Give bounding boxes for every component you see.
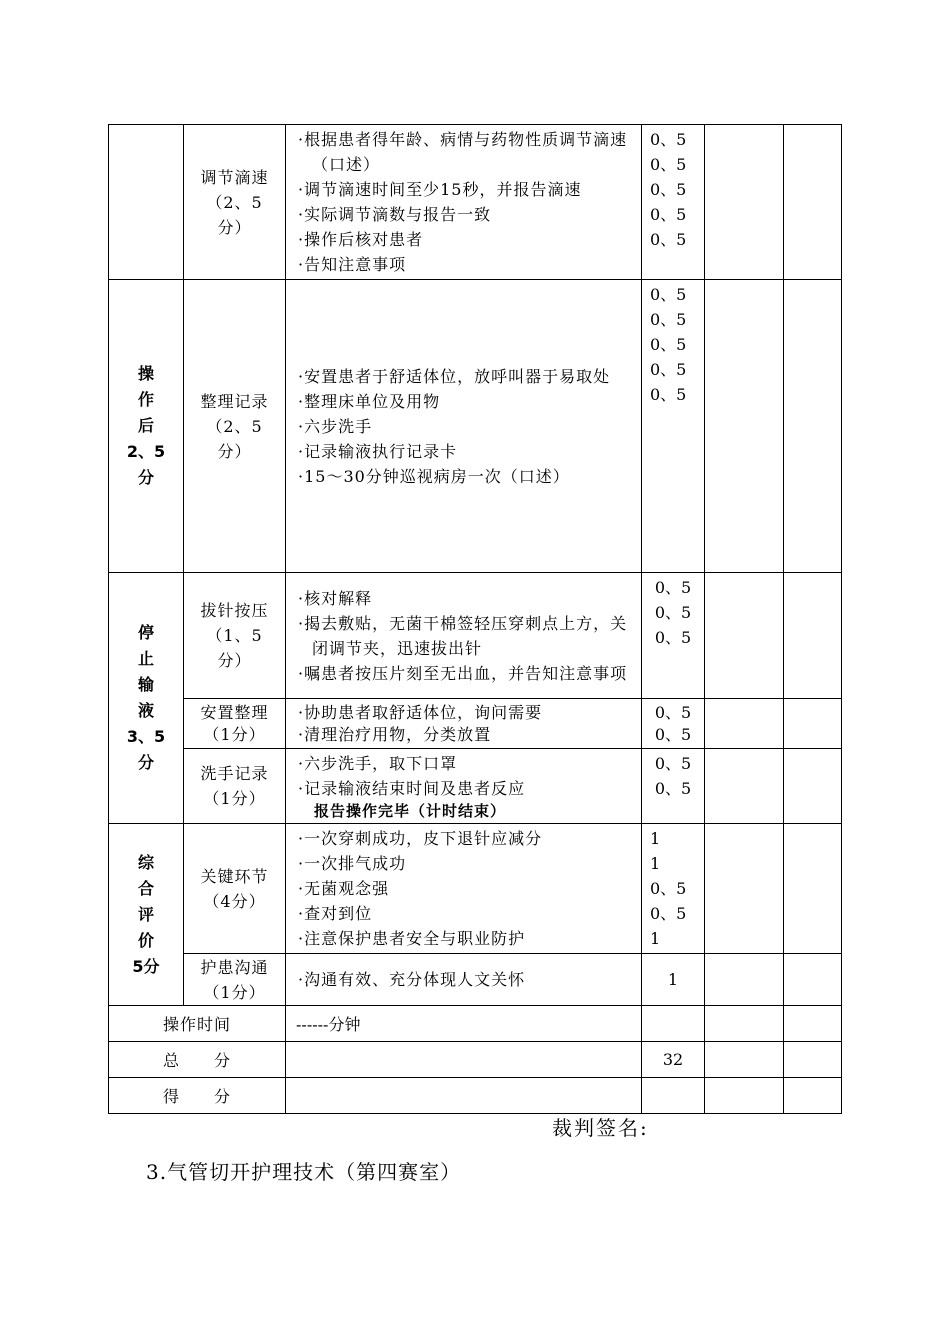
item: ·告知注意事项	[298, 255, 407, 274]
subcategory-communication: 护患沟通 （1分）	[184, 954, 286, 1006]
item: ·六步洗手，取下口罩	[298, 754, 458, 773]
item: ·协助患者取舒适体位，询问需要	[298, 702, 543, 722]
total-value: 32	[642, 1042, 705, 1078]
blank-cell	[705, 824, 784, 954]
category-overall-evaluation: 综 合 评 价 5分	[109, 824, 184, 1006]
item: ·沟通有效、充分体现人文关怀	[298, 970, 526, 989]
section-heading: 3.气管切开护理技术（第四赛室）	[146, 1160, 462, 1184]
row-remove-needle	[109, 573, 842, 699]
blank-cell	[705, 749, 784, 824]
subcategory-key-steps: 关键环节 （4分）	[184, 824, 286, 954]
row-settle-tidy	[109, 699, 842, 749]
score-label: 得 分	[109, 1078, 286, 1114]
blank-cell	[705, 954, 784, 1006]
items-remove-needle	[286, 573, 642, 699]
blank-cell	[705, 280, 784, 573]
scores-wash-record: 0、5 0、5	[642, 749, 705, 824]
item: ·揭去敷贴，无菌干棉签轻压穿刺点上方，关闭调节夹，迅速拔出针	[298, 613, 628, 658]
item: ·调节滴速时间至少15秒，并报告滴速	[298, 180, 582, 199]
item: ·实际调节滴数与报告一致	[298, 205, 492, 224]
item: ·一次排气成功	[298, 854, 407, 873]
row-key-steps	[109, 824, 842, 954]
row-total	[109, 1042, 842, 1078]
item: ·安置患者于舒适体位，放呼叫器于易取处	[298, 366, 611, 386]
item: ·无菌观念强	[298, 879, 390, 898]
category-stop-infusion: 停 止 输 液 3、5 分	[109, 573, 184, 824]
blank-cell[interactable]	[642, 1078, 705, 1114]
operation-time-label: 操作时间	[109, 1006, 286, 1042]
blank-cell	[784, 1078, 842, 1114]
scores-adjust-drip: 0、5 0、5 0、5 0、5 0、5	[642, 125, 705, 280]
items-settle-tidy	[286, 699, 642, 749]
subcategory-tidy-record: 整理记录 （2、5 分）	[184, 280, 286, 573]
row-communication	[109, 954, 842, 1006]
category-post-operation: 操 作 后 2、5 分	[109, 280, 184, 573]
row-score	[109, 1078, 842, 1114]
scores-remove-needle: 0、5 0、5 0、5	[642, 573, 705, 699]
blank-cell	[784, 573, 842, 699]
items-wash-record	[286, 749, 642, 824]
operation-time-value[interactable]: ------分钟	[286, 1006, 642, 1042]
blank-cell	[784, 749, 842, 824]
item: ·操作后核对患者	[298, 230, 424, 249]
category-cell-empty	[109, 125, 184, 280]
blank-cell	[784, 125, 842, 280]
item: ·整理床单位及用物	[298, 391, 441, 411]
items-tidy-record	[286, 280, 642, 573]
scores-tidy-record: 0、5 0、5 0、5 0、5 0、5	[642, 280, 705, 573]
row-adjust-drip	[109, 125, 842, 280]
item: ·六步洗手	[298, 416, 373, 436]
blank-cell	[705, 1006, 784, 1042]
blank-cell	[705, 699, 784, 749]
scores-key-steps: 1 1 0、5 0、5 1	[642, 824, 705, 954]
item: ·核对解释	[298, 588, 373, 608]
scores-communication: 1	[642, 954, 705, 1006]
item: ·根据患者得年龄、病情与药物性质调节滴速（口述）	[298, 130, 628, 174]
subcategory-settle-tidy: 安置整理 （1分）	[184, 699, 286, 749]
blank-cell	[642, 1006, 705, 1042]
item: ·清理治疗用物，分类放置	[298, 724, 492, 744]
item: ·查对到位	[298, 904, 373, 923]
item: ·一次穿刺成功，皮下退针应减分	[298, 829, 543, 848]
item: ·记录输液结束时间及患者反应	[298, 779, 526, 798]
blank-cell	[705, 1042, 784, 1078]
subcategory-remove-needle: 拔针按压 （1、5 分）	[184, 573, 286, 699]
item: ·注意保护患者安全与职业防护	[298, 929, 526, 948]
row-post-operation	[109, 280, 842, 573]
blank-cell	[784, 1042, 842, 1078]
blank-cell	[286, 1042, 642, 1078]
blank-cell	[784, 1006, 842, 1042]
items-adjust-drip	[286, 125, 642, 280]
scoring-table	[108, 124, 842, 1114]
blank-cell[interactable]	[286, 1078, 642, 1114]
blank-cell	[784, 824, 842, 954]
total-label: 总 分	[109, 1042, 286, 1078]
subcategory-adjust-drip: 调节滴速 （2、5 分）	[184, 125, 286, 280]
blank-cell	[705, 1078, 784, 1114]
item: ·记录输液执行记录卡	[298, 441, 458, 461]
blank-cell	[784, 699, 842, 749]
scores-settle-tidy: 0、5 0、5	[642, 699, 705, 749]
blank-cell	[705, 573, 784, 699]
blank-cell	[784, 280, 842, 573]
subcategory-wash-record: 洗手记录 （1分）	[184, 749, 286, 824]
judge-signature: 裁判签名:	[552, 1116, 649, 1140]
row-wash-record	[109, 749, 842, 824]
report-complete-note: 报告操作完毕（计时结束）	[314, 802, 507, 820]
item: ·嘱患者按压片刻至无出血，并告知注意事项	[298, 663, 628, 683]
item: ·15～30分钟巡视病房一次（口述）	[298, 466, 570, 486]
items-key-steps	[286, 824, 642, 954]
items-communication	[286, 954, 642, 1006]
blank-cell	[705, 125, 784, 280]
blank-cell	[784, 954, 842, 1006]
row-operation-time	[109, 1006, 842, 1042]
